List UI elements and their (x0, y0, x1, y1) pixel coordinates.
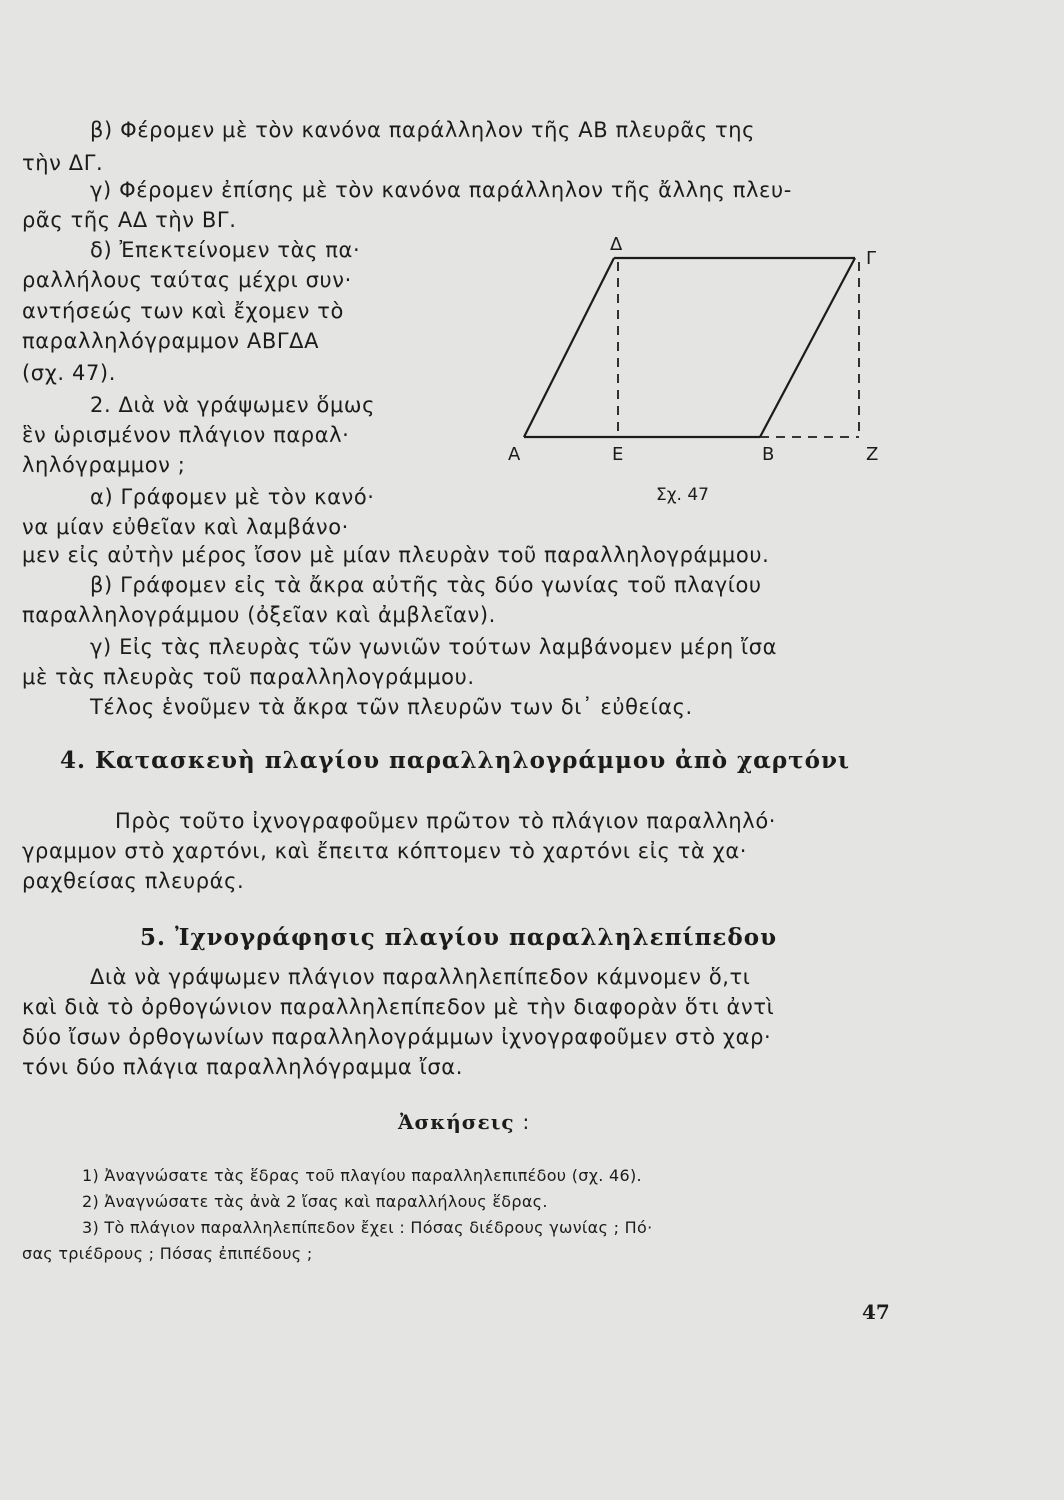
exercise-item: 3) Τὸ πλάγιον παραλληλεπίπεδον ἔχει : Πόσας διέδρους γωνίας ; Πό· (82, 1218, 653, 1237)
figure-caption: Σχ. 47 (656, 485, 710, 505)
text-line: μεν εἰς αὐτὴν μέρος ἴσον μὲ μίαν πλευρὰν τοῦ παραλληλογράμμου. (22, 543, 770, 567)
exercise-item: σας τριέδρους ; Πόσας ἐπιπέδους ; (22, 1244, 313, 1263)
label-beta: Β (762, 444, 775, 465)
label-zeta: Ζ (866, 444, 879, 465)
text-line: (σχ. 47). (22, 361, 116, 385)
label-gamma: Γ (866, 248, 877, 269)
section-4-text: ραχθείσας πλευράς. (22, 869, 245, 893)
text-line: αντήσεώς των καὶ ἔχομεν τὸ (22, 299, 344, 323)
text-line: παραλληλόγραμμον ΑΒΓΔΑ (22, 329, 320, 353)
section-4-text: Πρὸς τοῦτο ἰχνογραφοῦμεν πρῶτον τὸ πλάγιον παραλληλό· (115, 809, 777, 833)
text-line: Τέλος ἑνοῦμεν τὰ ἄκρα τῶν πλευρῶν των δι᾽ εὐθείας. (90, 695, 693, 719)
text-line: τὴν ΔΓ. (22, 151, 104, 175)
section-5-text: τόνι δύο πλάγια παραλληλόγραμμα ἴσα. (22, 1055, 463, 1079)
exercise-item: 2) Ἀναγνώσατε τὰς ἀνὰ 2 ἴσας καὶ παραλλήλους ἕδρας. (82, 1192, 548, 1211)
exercises-title-text: Ἀσκήσεις (398, 1110, 515, 1134)
side-ad (524, 258, 614, 437)
text-line: β) Φέρομεν μὲ τὸν κανόνα παράλληλον τῆς ΑΒ πλευρᾶς της (90, 118, 756, 142)
text-line: ληλόγραμμον ; (22, 453, 186, 477)
exercise-item: 1) Ἀναγνώσατε τὰς ἕδρας τοῦ πλαγίου παραλληλεπιπέδου (σχ. 46). (82, 1166, 642, 1185)
label-alpha: Α (508, 444, 521, 465)
text-line: γ) Εἰς τὰς πλευρὰς τῶν γωνιῶν τούτων λαμβάνομεν μέρη ἴσα (90, 635, 778, 659)
page-number: 47 (862, 1300, 890, 1324)
text-line: β) Γράφομεν εἰς τὰ ἄκρα αὐτῆς τὰς δύο γωνίας τοῦ πλαγίου (90, 573, 762, 597)
text-line: γ) Φέρομεν ἐπίσης μὲ τὸν κανόνα παράλληλον τῆς ἄλλης πλευ- (90, 178, 792, 202)
exercises-title-colon: : (522, 1110, 531, 1134)
section-5-text: καὶ διὰ τὸ ὀρθογώνιον παραλληλεπίπεδον μὲ τὴν διαφορὰν ὅτι ἀντὶ (22, 995, 775, 1019)
text-line: μὲ τὰς πλευρὰς τοῦ παραλληλογράμμου. (22, 665, 475, 689)
side-bg (760, 258, 855, 437)
text-line: α) Γράφομεν μὲ τὸν κανό· (90, 485, 375, 509)
section-4-text: γραμμον στὸ χαρτόνι, καὶ ἔπειτα κόπτομεν τὸ χαρτόνι εἰς τὰ χα· (22, 839, 748, 863)
text-line: να μίαν εὐθεῖαν καὶ λαμβάνο· (22, 515, 349, 539)
section-5-text: Διὰ νὰ γράψωμεν πλάγιον παραλληλεπίπεδον κάμνομεν ὅ,τι (90, 965, 751, 989)
text-line: ραλλήλους ταύτας μέχρι συν· (22, 268, 352, 292)
text-line: ρᾶς τῆς ΑΔ τὴν ΒΓ. (22, 208, 237, 232)
text-line: παραλληλογράμμου (ὀξεῖαν καὶ ἀμβλεῖαν). (22, 603, 496, 627)
label-delta: Δ (610, 234, 623, 255)
label-epsilon: Ε (612, 444, 624, 465)
section-4-title: 4. Κατασκευὴ πλαγίου παραλληλογράμμου ἀπὸ χαρτόνι (60, 747, 851, 774)
section-5-text: δύο ἴσων ὀρθογωνίων παραλληλογράμμων ἰχνογραφοῦμεν στὸ χαρ· (22, 1025, 772, 1049)
section-5-title: 5. Ἰχνογράφησις πλαγίου παραλληλεπίπεδου (140, 924, 778, 951)
text-line: ἓν ὡρισμένον πλάγιον παραλ· (22, 423, 350, 447)
text-line: 2. Διὰ νὰ γράψωμεν ὅμως (90, 393, 376, 417)
text-line: δ) Ἐπεκτείνομεν τὰς πα· (90, 238, 361, 262)
